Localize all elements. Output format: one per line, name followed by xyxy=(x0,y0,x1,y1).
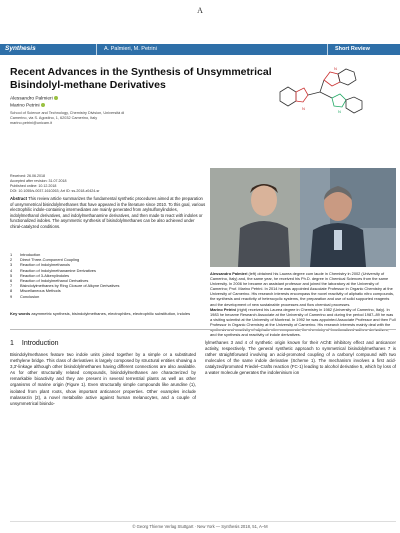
svg-text:N: N xyxy=(334,66,337,71)
journal-header-bar xyxy=(0,44,400,55)
table-of-contents xyxy=(10,252,206,299)
toc-item[interactable]: 9 Conclusion xyxy=(10,293,40,299)
svg-text:N: N xyxy=(302,106,305,111)
affiliation xyxy=(10,111,130,126)
orcid-icon[interactable] xyxy=(41,103,45,107)
article-title: Recent Advances in the Synthesis of Unsymmetrical Bisindolyl-methane Derivatives xyxy=(10,66,272,91)
svg-text:N: N xyxy=(338,109,341,114)
toc-item[interactable]: 8 Miscellaneous Methods xyxy=(10,288,61,294)
article-history: Received: 26.06.2018 Accepted after revision: 31.07.2018 Published online: 10.12.2018 DOI: 10.1055/s-0037-1610263; Art ID: ss-2018-z0424-sr xyxy=(10,174,140,194)
graphical-abstract-structure xyxy=(272,62,390,120)
author-name[interactable]: Alessandro Palmieri xyxy=(10,96,53,102)
toc-item[interactable]: 6 Reaction of Indolylmethanol Derivatives xyxy=(10,278,89,284)
toc-item[interactable]: 4 Reaction of Indolylmethanamine Derivatives xyxy=(10,267,96,273)
body-text-right: lylmethanes 3 and 4 of synthetic origin known for their AChE inhibitory effect and anticancer activity, respectively. The general synthetic approach to symmetrical bisindolylmethanes 7 is rather straightforward involving an acid-promoted coupling of a carbonyl compound with two molecules of the same indole derivative (Scheme 1). The mechanism involves a first acid-catalyzed/promoted Friedel–Crafts reaction (FC-1) leading to alcohol derivative 5, which by loss of a water molecule generates the indoleninium ion xyxy=(205,340,396,376)
orcid-icon[interactable] xyxy=(54,96,58,100)
doi-link[interactable]: DOI: 10.1055/s-0037-1610263; Art ID: ss-2018-z0424-sr xyxy=(10,189,100,193)
author-biography: Alessandro Palmieri (left) obtained his Laurea degree cum laude in Chemistry in 2002 (University of Camerino, Italy) and, the same year, he received his Ph.D. degree in Chemical Sciences from the same University. In 2006 he became an assistant professor and joined the laboratory at the University of Camerino; Prof. Marino Petrini. In 2014 he was appointed Associate Professor in Organic Chemistry at the University of Camerino. His research interests encompass the novel reactivity of aliphatic nitro compounds, the synthesis and reactivity of heterocyclic systems, the preparation and use of solid supported reagents and the development of new sustainable processes and flow chemical processes. Marino Petrini (right) received his Laurea degree in Chemistry in 1982 (University of Camerino, Italy). In 1983 he became Research Associate at the University of Camerino and during the period 1987–89 he was a visiting scientist at the University of Montreal. In 1992 he was appointed Associate Professor and then Full Professor in Organic Chemistry at the University of Camerino. His research interests mainly deal with the and the synthesis and reactivity of indole derivatives. xyxy=(210,271,396,338)
section-heading: 1 Introduction xyxy=(10,340,59,347)
journal-name: Synthesis xyxy=(5,45,36,52)
toc-item[interactable]: 3 Reaction of Indolylmethanols xyxy=(10,262,70,268)
running-authors: A. Palmieri, M. Petrini xyxy=(104,45,157,52)
toc-item[interactable]: 1 Introduction xyxy=(10,252,41,257)
header-divider xyxy=(327,44,328,55)
page-letter: A xyxy=(197,6,203,15)
abstract-text: This review article summarizes the fundamental synthetic procedures aimed at the preparation of unsymmetrical bisindolylmethanes that have appeared in the literature since 2010. To this goal, various electrophilic indole-containing intermediates are mainly generated from arylsulfonylindoles, indolylmethanol derivatives, and indolylmethanamine derivatives, and then made to react with indoles or functionalized indoles. The asymmetric synthesis of bisindolylmethanes can be also achieved under chiral-catalyzed conditions. xyxy=(10,196,206,229)
author-photo xyxy=(210,168,396,267)
keywords-label: Key words xyxy=(10,311,31,316)
toc-item[interactable]: 7 Bisindolylmethanes by Ring Closure of Alkyne Derivatives xyxy=(10,283,120,289)
divider xyxy=(10,329,396,330)
page-footer: © Georg Thieme Verlag Stuttgart · New York — Synthesis 2018, 51, A–M xyxy=(132,524,268,529)
toc-item[interactable]: 2 Direct Three-Component Coupling xyxy=(10,257,80,263)
keywords-text: asymmetric synthesis, bisindolylmethanes, electrophiles, electrophilic substitution, indoles xyxy=(31,311,191,316)
abstract-label: Abstract xyxy=(10,196,27,201)
divider xyxy=(10,521,396,522)
author-name[interactable]: Marino Petrini xyxy=(10,102,40,108)
header-divider xyxy=(96,44,97,55)
article-type: Short Review xyxy=(335,45,370,52)
toc-item[interactable]: 5 Reaction of 3-Alkenylindoles xyxy=(10,272,70,278)
body-text-left: Bisindolylmethanes feature two indole units joined together by a simple or a substituted methylene bridge. This class of derivatives is largely composed by structural entities showing a 3,3′-linkage although other bisindolylmethanes having different connections are also available. As for other structurally related compounds, bisindolylmethanes are characterized by remarkable bioactivity and they are present in several terrestrial plants as well as other organisms of marine origin (Figure 1). Even structurally simple compounds like arundine (1), isolated from plant roots, show important anticancer properties. Other examples include malassezin (2), a novel metabolite active against human melanocytes, and a couple of unsymmetrical bisindo- xyxy=(10,352,196,406)
keywords xyxy=(10,311,206,316)
affiliation-text: School of Science and Technology, Chemistry Division, Università di Camerino, via S. Agostino, 1, 62032 Camerino, Italy xyxy=(10,111,125,120)
email-link[interactable]: marino.petrini@unicam.it xyxy=(10,121,53,125)
abstract xyxy=(10,196,206,230)
author-list xyxy=(10,96,58,109)
